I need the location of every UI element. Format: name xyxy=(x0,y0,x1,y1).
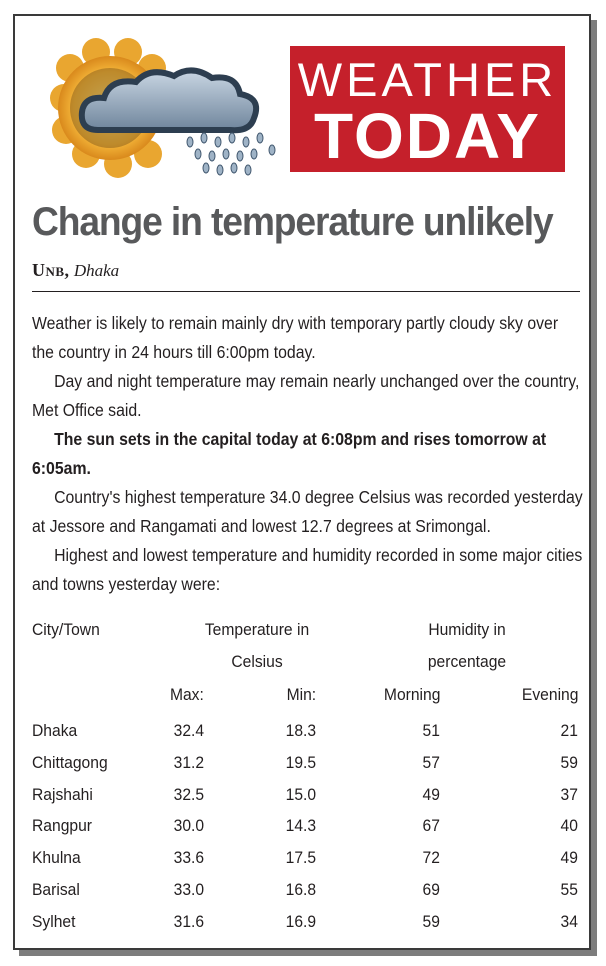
paragraph-1: Weather is likely to remain mainly dry with temporary partly cloudy sky over the country in 24 hours till 6:00pm today. xyxy=(32,313,559,362)
cell-morning: 72 xyxy=(422,848,440,868)
table-row xyxy=(32,721,584,749)
cell-city: Rangpur xyxy=(32,816,93,836)
cell-city: Rajshahi xyxy=(32,784,93,804)
cell-evening: 55 xyxy=(560,880,578,899)
cell-city: Khulna xyxy=(32,848,81,868)
cell-morning: 49 xyxy=(422,784,440,804)
table-row xyxy=(32,785,584,813)
byline xyxy=(32,260,119,281)
cell-min: 18.3 xyxy=(285,721,316,740)
header-evening: Evening xyxy=(521,685,578,704)
cell-evening: 49 xyxy=(560,848,578,868)
cell-city: Barisal xyxy=(32,880,80,899)
weather-today-banner xyxy=(290,46,565,172)
header-min: Min: xyxy=(286,685,316,704)
cell-city: Chittagong xyxy=(32,752,108,772)
banner-line-weather: WEATHER xyxy=(297,53,558,106)
table-row xyxy=(32,848,584,876)
byline-rule xyxy=(32,291,580,292)
frame-shadow-bottom xyxy=(19,950,597,956)
cell-evening: 37 xyxy=(560,784,578,804)
cell-morning: 67 xyxy=(422,816,440,836)
table-row xyxy=(32,880,584,908)
header-morning: Morning xyxy=(383,685,440,704)
cell-morning: 51 xyxy=(422,721,440,740)
paragraph-2: Day and night temperature may remain nearly unchanged over the country, Met Office said. xyxy=(32,371,580,420)
frame-shadow-right xyxy=(591,20,597,956)
cell-morning: 57 xyxy=(422,752,440,772)
cell-max: 32.5 xyxy=(173,784,204,804)
table-row xyxy=(32,753,584,781)
cell-min: 16.8 xyxy=(285,880,316,899)
cell-evening: 34 xyxy=(560,911,578,931)
header-humidity-line1: Humidity in xyxy=(428,620,506,639)
header-city: City/Town xyxy=(32,620,100,639)
cell-max: 30.0 xyxy=(173,816,204,836)
cell-evening: 40 xyxy=(560,816,578,836)
cell-city: Sylhet xyxy=(32,911,76,931)
header-temperature-line2: Celsius xyxy=(231,652,283,671)
byline-agency: Unb, xyxy=(32,260,70,280)
header-max: Max: xyxy=(170,685,204,704)
cell-max: 31.6 xyxy=(173,911,204,931)
table-row xyxy=(32,816,584,844)
paragraph-4: Country's highest temperature 34.0 degree Celsius was recorded yesterday at Jessore and Rangamati and lowest 12.7 degrees at Srimongal. xyxy=(32,487,583,536)
cell-max: 33.0 xyxy=(173,880,204,899)
paragraph-5: Highest and lowest temperature and humidity recorded in some major cities and towns yesterday were: xyxy=(32,545,583,594)
headline: Change in temperature unlikely xyxy=(32,200,553,244)
header-humidity-line2: percentage xyxy=(427,652,507,671)
banner-line-today: TODAY xyxy=(314,100,541,172)
cell-city: Dhaka xyxy=(32,721,78,740)
cell-morning: 59 xyxy=(422,911,440,931)
table-row xyxy=(32,912,584,940)
cell-max: 31.2 xyxy=(173,752,204,772)
cell-min: 16.9 xyxy=(285,911,316,931)
cell-min: 19.5 xyxy=(285,752,316,772)
cell-evening: 21 xyxy=(560,721,578,740)
cell-evening: 59 xyxy=(560,752,578,772)
cell-min: 17.5 xyxy=(285,848,316,868)
header-temperature-line1: Temperature in xyxy=(204,620,310,639)
byline-place: Dhaka xyxy=(73,261,120,280)
cell-morning: 69 xyxy=(422,880,440,899)
cell-max: 32.4 xyxy=(173,721,204,740)
sun-cloud-rain-icon xyxy=(40,38,300,178)
paragraph-3: The sun sets in the capital today at 6:08pm and rises tomorrow at 6:05am. xyxy=(32,429,547,478)
cell-min: 14.3 xyxy=(285,816,316,836)
article-body xyxy=(32,309,584,599)
cell-max: 33.6 xyxy=(173,848,204,868)
cell-min: 15.0 xyxy=(285,784,316,804)
